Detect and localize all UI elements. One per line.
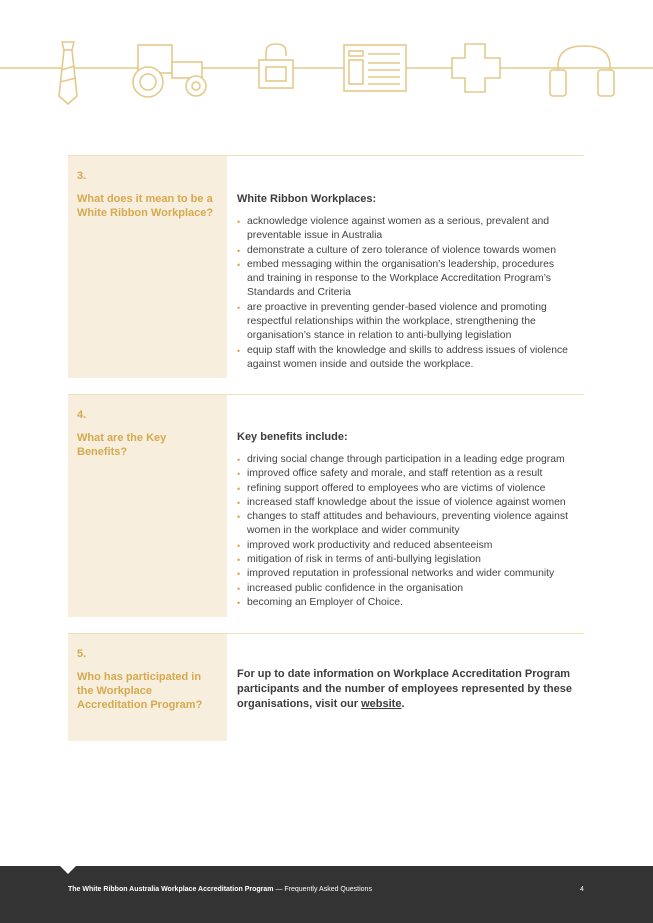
question-text: What does it mean to be a White Ribbon Workplace? [77,193,214,219]
question-text: Who has participated in the Workplace Accreditation Program? [77,671,203,711]
website-link[interactable]: website [361,698,402,710]
answer-heading: White Ribbon Workplaces: [237,193,377,205]
tie-icon [59,42,77,104]
decorative-icon-band [0,30,653,110]
answer-heading: Key benefits include: [237,431,348,443]
question-number: 3. [77,170,87,182]
page-number: 4 [580,886,584,893]
medical-cross-icon [452,44,500,92]
list-item: • increased public confidence in the organisation [237,582,574,596]
list-item: • demonstrate a culture of zero tolerance of violence towards women [237,244,574,258]
list-item: • improved reputation in professional networks and wider community [237,567,574,581]
list-item: • acknowledge violence against women as a serious, prevalent and preventable issue in Australia [237,215,574,244]
footer-title [68,886,372,893]
answer-list [237,215,574,372]
list-item: • driving social change through participation in a leading edge program [237,453,574,467]
footer-program-name: The White Ribbon Australia Workplace Accreditation Program [68,886,274,893]
list-item: • changes to staff attitudes and behaviours, preventing violence against women in the workplace and wider community [237,510,574,539]
list-item: • becoming an Employer of Choice. [237,596,574,610]
tractor-icon [133,45,206,97]
footer-notch [60,866,76,874]
answer-panel [227,155,584,378]
headphones-icon [550,46,614,96]
answer-text: For up to date information on Workplace Accreditation Program participants and the number of employees represented by these organisations, visit our [237,668,572,710]
question-panel [68,155,227,378]
page-footer [0,866,653,923]
answer-panel [227,633,584,741]
answer-paragraph [237,667,574,712]
lock-icon [259,44,293,88]
list-item: • improved office safety and morale, and staff retention as a result [237,467,574,481]
answer-panel [227,394,584,617]
list-item: • refining support offered to employees who are victims of violence [237,482,574,496]
list-item: • mitigation of risk in terms of anti-bullying legislation [237,553,574,567]
question-panel [68,633,227,741]
faq-section-3 [68,155,584,378]
question-number: 4. [77,409,87,421]
list-item: • increased staff knowledge about the issue of violence against women [237,496,574,510]
link-suffix: . [401,698,405,710]
question-panel [68,394,227,617]
list-item: • improved work productivity and reduced absenteeism [237,539,574,553]
answer-list [237,453,574,610]
list-item: • equip staff with the knowledge and skills to address issues of violence against women inside and outside the workplace. [237,344,574,373]
question-text: What are the Key Benefits? [77,432,167,458]
list-item: • are proactive in preventing gender-based violence and promoting respectful relationships within the workplace, strengthening the organisation’s stance in relation to anti-bullying legislation [237,301,574,344]
footer-subtitle: — Frequently Asked Questions [273,886,372,893]
newspaper-icon [344,45,406,91]
question-number: 5. [77,648,87,660]
faq-section-4 [68,394,584,617]
list-item: • embed messaging within the organisation’s leadership, procedures and training in response to the Workplace Accreditation Program’s Standards and Criteria [237,258,574,301]
faq-section-5 [68,633,584,741]
